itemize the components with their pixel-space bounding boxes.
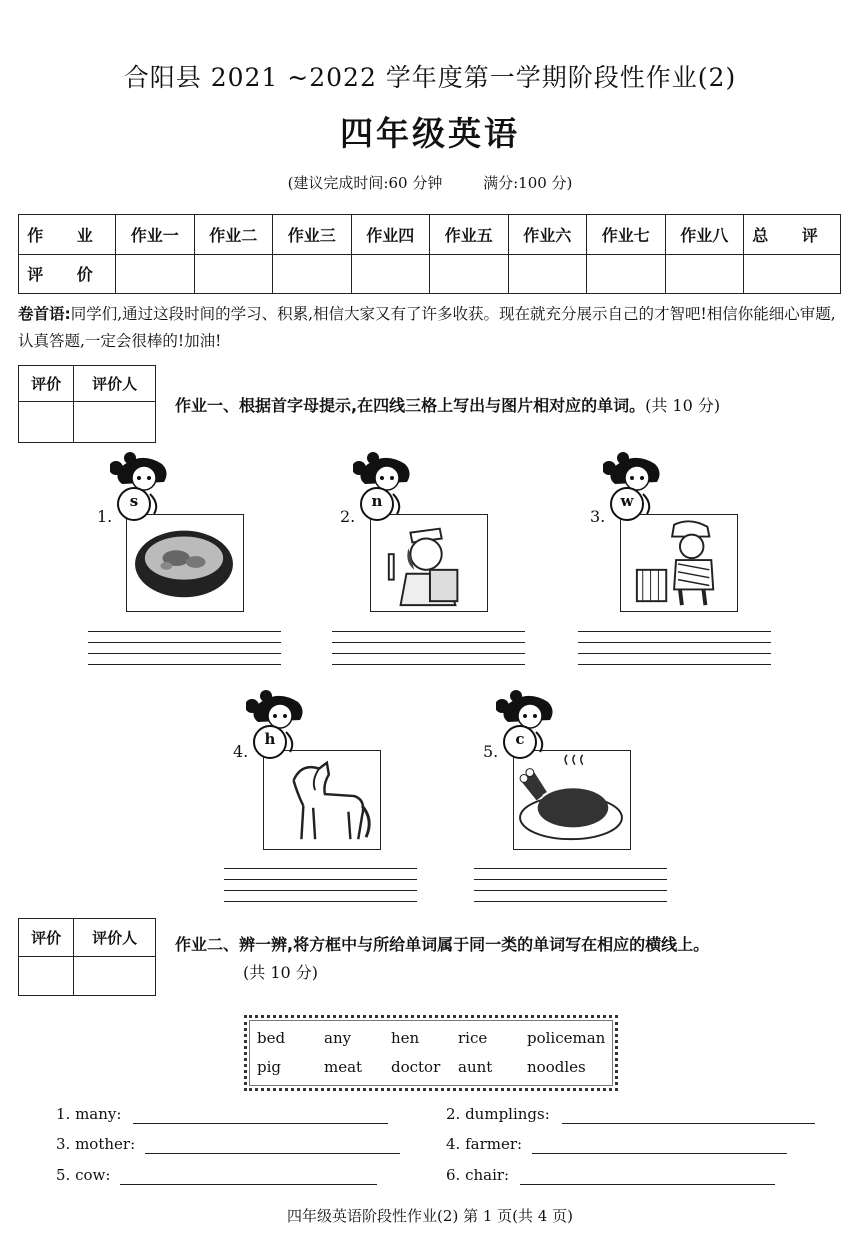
- hint-letter: w: [620, 492, 634, 510]
- grid-line: [224, 890, 417, 891]
- word-bank-word: doctor: [391, 1058, 441, 1076]
- score-table: [18, 214, 841, 294]
- grid-line: [332, 631, 525, 632]
- word-bank-word: aunt: [458, 1058, 493, 1076]
- four-line-writing-grid[interactable]: [474, 868, 667, 912]
- answer-line-6[interactable]: [520, 1184, 775, 1185]
- grid-line: [224, 868, 417, 869]
- exam-title: 合阳县 2021 ~2022 学年度第一学期阶段性作业(2): [123, 63, 737, 92]
- item-number: 2.: [340, 507, 356, 526]
- intro-paragraph: [18, 301, 844, 355]
- score-input-cell[interactable]: [430, 254, 509, 294]
- full-score: 满分:100 分): [483, 174, 573, 192]
- four-line-writing-grid[interactable]: [332, 631, 525, 675]
- grid-line: [474, 901, 667, 902]
- item-number: 5.: [483, 742, 499, 761]
- cartoon-girl-icon: [246, 690, 308, 760]
- score-cell-homework-5: 作业五: [430, 215, 509, 255]
- score-input-cell[interactable]: [744, 254, 841, 294]
- section1-instruction: 作业一、根据首字母提示,在四线三格上写出与图片相对应的单词。: [175, 396, 646, 415]
- score-cell-homework-3: 作业三: [273, 215, 352, 255]
- score-input-cell[interactable]: [116, 254, 195, 294]
- grid-line: [578, 653, 771, 654]
- word-bank-word: pig: [257, 1058, 282, 1076]
- section2-points: (共 10 分): [243, 963, 319, 982]
- section2-title: [175, 932, 845, 955]
- hint-letter: h: [264, 730, 276, 748]
- prompt-4: 4. farmer:: [446, 1135, 523, 1153]
- answer-line-4[interactable]: [532, 1153, 787, 1154]
- word-bank-box: [244, 1015, 618, 1091]
- score-input-cell[interactable]: [273, 254, 352, 294]
- answer-line-2[interactable]: [562, 1123, 815, 1124]
- word-bank-word: rice: [458, 1029, 488, 1047]
- word-bank-word: meat: [324, 1058, 363, 1076]
- picture-frame: [513, 750, 631, 850]
- four-line-writing-grid[interactable]: [224, 868, 417, 912]
- answer-line-3[interactable]: [145, 1153, 400, 1154]
- grid-line: [88, 642, 281, 643]
- word-bank-word: noodles: [527, 1058, 586, 1076]
- score-table-header-row: [19, 215, 841, 255]
- section2-instruction: 作业二、辨一辨,将方框中与所给单词属于同一类的单词写在相应的横线上。: [175, 935, 710, 954]
- eval-input-cell[interactable]: [19, 957, 74, 996]
- grid-line: [332, 642, 525, 643]
- page-footer: 四年级英语阶段性作业(2) 第 1 页(共 4 页): [287, 1207, 573, 1225]
- word-bank-word: hen: [391, 1029, 420, 1047]
- item-number: 4.: [233, 742, 249, 761]
- evaluator-input-cell[interactable]: [74, 957, 156, 996]
- answer-line-5[interactable]: [120, 1184, 377, 1185]
- section1-points: (共 10 分): [645, 396, 721, 415]
- grid-line: [578, 642, 771, 643]
- picture-frame: [620, 514, 738, 612]
- grid-line: [224, 879, 417, 880]
- horse-icon: [264, 832, 378, 850]
- nurse-icon: [371, 594, 485, 612]
- word-bank-word: any: [324, 1029, 352, 1047]
- item-number: 1.: [97, 507, 113, 526]
- score-cell-homework-6: 作业六: [508, 215, 587, 255]
- prompt-2: 2. dumplings:: [446, 1105, 550, 1123]
- score-cell-label: 作 业: [19, 215, 116, 255]
- score-input-cell[interactable]: [508, 254, 587, 294]
- answer-line-1[interactable]: [133, 1123, 388, 1124]
- exam-info: [0, 172, 860, 193]
- picture-frame: [263, 750, 381, 850]
- intro-label: 卷首语:: [18, 305, 71, 323]
- grid-line: [332, 664, 525, 665]
- eval-label: 评价: [19, 919, 74, 957]
- cartoon-girl-icon: [496, 690, 558, 760]
- cartoon-girl-icon: [353, 452, 415, 522]
- hint-letter: n: [371, 492, 383, 510]
- word-bank-word: bed: [257, 1029, 286, 1047]
- grid-line: [578, 631, 771, 632]
- worker-icon: [621, 594, 735, 612]
- prompt-5: 5. cow:: [56, 1166, 111, 1184]
- cartoon-girl-icon: [110, 452, 172, 522]
- evaluator-label: 评价人: [74, 366, 156, 402]
- score-input-cell[interactable]: [194, 254, 273, 294]
- soup-bowl-icon: [127, 594, 241, 612]
- section1-eval-box: [18, 365, 156, 443]
- hint-letter: c: [515, 730, 525, 748]
- grid-line: [474, 879, 667, 880]
- score-eval-label: 评 价: [19, 254, 116, 294]
- cartoon-girl-icon: [603, 452, 665, 522]
- hint-letter: s: [129, 492, 139, 510]
- picture-frame: [126, 514, 244, 612]
- score-input-cell[interactable]: [665, 254, 744, 294]
- score-table-eval-row: [19, 254, 841, 294]
- item-number: 3.: [590, 507, 606, 526]
- score-input-cell[interactable]: [587, 254, 666, 294]
- prompt-3: 3. mother:: [56, 1135, 136, 1153]
- score-cell-homework-8: 作业八: [665, 215, 744, 255]
- eval-input-cell[interactable]: [19, 402, 74, 443]
- picture-frame: [370, 514, 488, 612]
- grid-line: [578, 664, 771, 665]
- roast-chicken-icon: [514, 832, 628, 850]
- score-cell-homework-2: 作业二: [194, 215, 273, 255]
- prompt-6: 6. chair:: [446, 1166, 510, 1184]
- four-line-writing-grid[interactable]: [88, 631, 281, 675]
- score-cell-homework-7: 作业七: [587, 215, 666, 255]
- grid-line: [88, 664, 281, 665]
- subject-title: 四年级英语: [340, 114, 520, 153]
- grid-line: [88, 631, 281, 632]
- grid-line: [474, 890, 667, 891]
- score-cell-homework-4: 作业四: [351, 215, 430, 255]
- grid-line: [88, 653, 281, 654]
- evaluator-label: 评价人: [74, 919, 156, 957]
- grid-line: [224, 901, 417, 902]
- prompt-1: 1. many:: [56, 1105, 122, 1123]
- section2-eval-box: [18, 918, 156, 996]
- score-cell-total: 总 评: [744, 215, 841, 255]
- grid-line: [474, 868, 667, 869]
- section1-title: [175, 393, 720, 416]
- score-cell-homework-1: 作业一: [116, 215, 195, 255]
- evaluator-input-cell[interactable]: [74, 402, 156, 443]
- eval-label: 评价: [19, 366, 74, 402]
- suggested-time: (建议完成时间:60 分钟: [287, 174, 443, 192]
- grid-line: [332, 653, 525, 654]
- four-line-writing-grid[interactable]: [578, 631, 771, 675]
- score-input-cell[interactable]: [351, 254, 430, 294]
- intro-text: 同学们,通过这段时间的学习、积累,相信大家又有了许多收获。现在就充分展示自己的才智吧!相信你能细心审题,认真答题,一定会很棒的!加油!: [18, 305, 836, 350]
- word-bank-word: policeman: [527, 1029, 606, 1047]
